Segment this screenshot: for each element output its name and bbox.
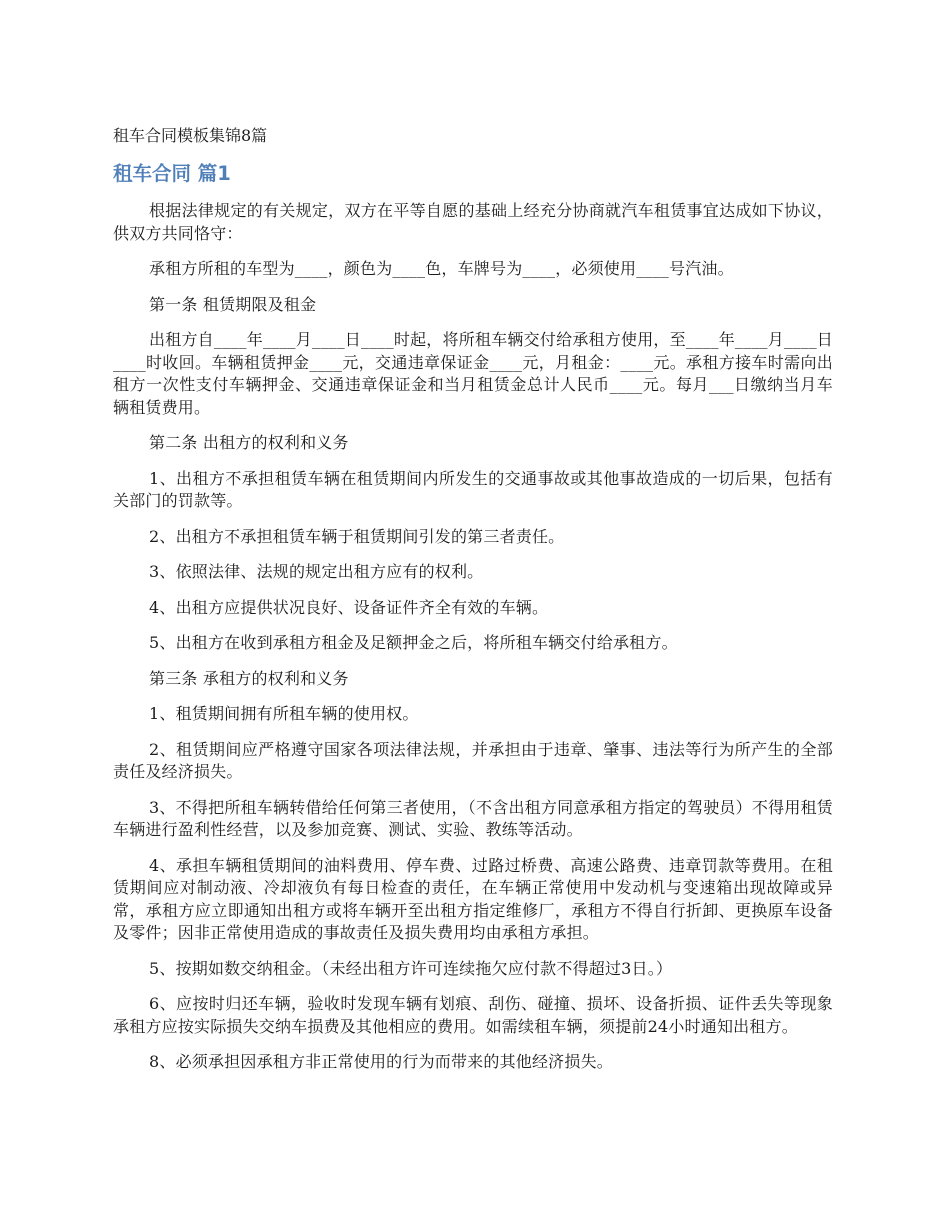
article-2-heading: 第二条 出租方的权利和义务 <box>149 433 349 452</box>
lessee-clause-3: 3、不得把所租车辆转借给任何第三者使用，（不含出租方同意承租方指定的驾驶员）不得用租赁车辆进行盈利性经营，以及参加竞赛、测试、实验、教练等活动。 <box>113 797 833 839</box>
article-1-heading: 第一条 租赁期限及租金 <box>149 294 317 314</box>
paragraph-vehicle-info: 承租方所租的车型为____，颜色为____色，车牌号为____，必须使用____号汽油。 <box>149 259 734 278</box>
lessee-clause-4: 4、承担车辆租赁期间的油料费用、停车费、过路过桥费、高速公路费、违章罚款等费用。在租赁期间应对制动液、冷却液负有每日检查的责任，在车辆正常使用中发动机与变速箱出现故障或异常，承租方应立即通知出租方或将车辆开至出租方指定维修厂，承租方不得自行折卸、更换原车设备及零件；因非正常使用造成的事故责任及损失费用均由承租方承担。 <box>113 855 833 942</box>
lessee-clause-5: 5、按期如数交纳租金。（未经出租方许可连续拖欠应付款不得超过3日。） <box>149 958 673 978</box>
lessor-clause-1: 1、出租方不承担租赁车辆在租赁期间内所发生的交通事故或其他事故造成的一切后果，包括有关部门的罚款等。 <box>113 468 833 510</box>
paragraph-intro: 根据法律规定的有关规定，双方在平等自愿的基础上经充分协商就汽车租赁事宜达成如下协议，供双方共同恪守： <box>113 201 833 243</box>
lessor-clause-5: 5、出租方在收到承租方租金及足额押金之后，将所租车辆交付给承租方。 <box>149 633 678 652</box>
document-title: 租车合同模板集锦8篇 <box>113 126 268 145</box>
document-page <box>113 124 833 1087</box>
section-heading: 租车合同 篇1 <box>113 162 231 185</box>
lessee-clause-2: 2、租赁期间应严格遵守国家各项法律法规，并承担由于违章、肇事、违法等行为所产生的全部责任及经济损失。 <box>113 739 833 781</box>
paragraph-lease-term: 出租方自____年____月____日____时起，将所租车辆交付给承租方使用，至____年____月____日____时收回。车辆租赁押金____元，交通违章保证金____元，月租金：____元。承租方接车时需向出租方一次性支付车辆押金、交通违章保证金和当月租赁金总计人民币____元。每月___日缴纳当月车辆租赁费用。 <box>113 330 833 417</box>
lessee-clause-6: 6、应按时归还车辆，验收时发现车辆有划痕、刮伤、碰撞、损坏、设备折损、证件丢失等现象承租方应按实际损失交纳车损费及其他相应的费用。如需续租车辆，须提前24小时通知出租方。 <box>113 994 833 1036</box>
lessor-clause-4: 4、出租方应提供状况良好、设备证件齐全有效的车辆。 <box>149 597 549 617</box>
lessor-clause-3: 3、依照法律、法规的规定出租方应有的权利。 <box>149 562 484 581</box>
article-3-heading: 第三条 承租方的权利和义务 <box>149 668 349 688</box>
lessor-clause-2: 2、出租方不承担租赁车辆于租赁期间引发的第三者责任。 <box>149 526 565 546</box>
lessee-clause-8: 8、必须承担因承租方非正常使用的行为而带来的其他经济损失。 <box>149 1052 613 1071</box>
lessee-clause-1: 1、租赁期间拥有所租车辆的使用权。 <box>149 704 419 723</box>
